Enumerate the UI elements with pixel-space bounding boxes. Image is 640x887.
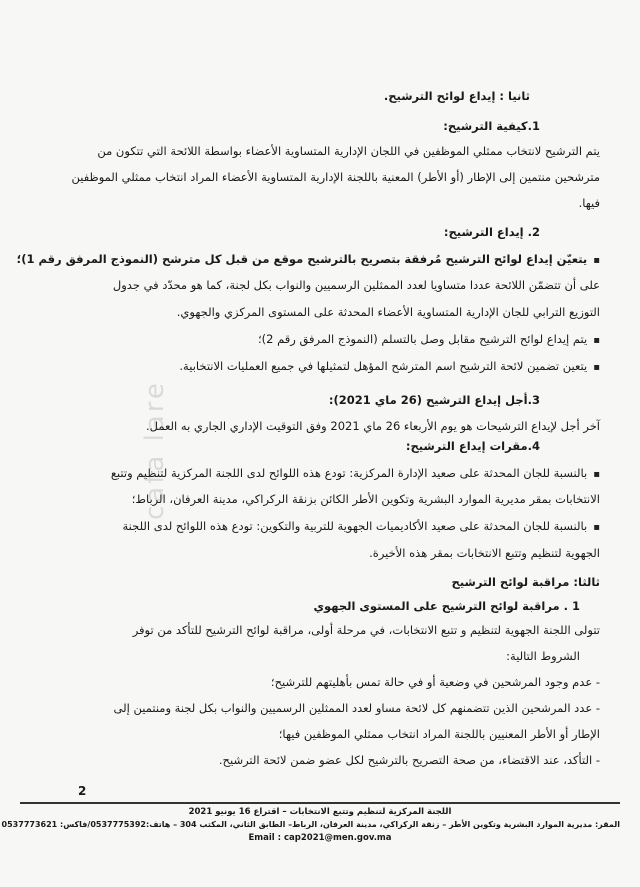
s3c-line-3: - عدم وجود المرشحين في وضعية أو في حالة تمس بأهليتهم للترشيح؛ [270,675,600,689]
s2-bullet-1 [16,251,600,269]
s3c-line-1: تتولى اللجنة الجهوية لتنظيم و تتبع الانتخابات، في مرحلة أولى، مراقبة لوائح الترشيح للتأكد من توفر [132,623,600,637]
s2-bullet-3 [40,358,600,376]
s2-line-2: على أن تتضمّن اللائحة عددا متساويا لعدد الممثلين الرسميين والنواب بكل لجنة، كما هو محدّد في جدول [112,278,600,292]
footer-line-2: المقر: مديرية الموارد البشرية وتكوين الأطر – زنقة الركراكي، مدينة العرفان، الرباط– الطابق الثاني، المكتب 304 – هاتف:0537775392/فاكس: 0537773621 [1,820,620,829]
s1-line-3: فيها. [578,196,600,210]
page-number: 2 [78,784,87,798]
s1-heading: 1.كيفية الترشيح: [443,119,540,133]
s2-heading: 2. إيداع الترشيح: [443,225,540,239]
s4-line-4: الجهوية لتنظيم وتتبع الانتخابات بمقر هذه الأخيرة. [369,546,600,560]
s4-bullet-2 [40,518,600,536]
footer-line-1: اللجنة المركزية لتنظيم وتتبع الانتخابات – اقتراع 16 يونيو 2021 [188,807,452,817]
s3c-line-2: الشروط التالية: [506,649,580,663]
s3-heading: 3.أجل إيداع الترشيح (26 ماي 2021): [328,393,540,407]
s4-line-2: الانتخابات بمقر مديرية الموارد البشرية وتكوين الأطر الكائن بزنقة الركراكي، مدينة العرفان، الرباط؛ [131,492,600,506]
s2-bullet-2 [40,331,600,349]
s1-line-1: يتم الترشيح لانتخاب ممثلي الموظفين في اللجان الإدارية المتساوية الأعضاء بواسطة اللائحة التي تتكون من [97,144,600,158]
s3c-line-6: - التأكد، عند الاقتضاء، من صحة التصريح بالترشيح لكل عضو ضمن لائحة الترشيح. [218,753,600,767]
watermark: cafa lare [140,380,170,520]
footer-divider [20,802,620,804]
s4-bullet-2-text: بالنسبة للجان المحدثة على صعيد الأكاديميات الجهوية للتربية والتكوين: تودع هذه اللوائح لدى اللجنة [122,519,588,533]
s3-paragraph: آخر أجل لإيداع الترشيحات هو يوم الأربعاء 26 ماي 2021 وفق التوقيت الإداري الجاري به العمل. [145,419,600,433]
s4-heading: 4.مقرات إيداع الترشيح: [405,439,540,453]
s2-line-3: التوزيع الترابي للجان الإدارية المتساوية الأعضاء المحدثة على المستوى المركزي والجهوي. [176,305,600,319]
s2-bullet-2-text: يتم إيداع لوائح الترشيح مقابل وصل بالتسلم (النموذج المرفق رقم 2)؛ [257,332,588,346]
section-3-title: ثالثا: مراقبة لوائح الترشيح [451,575,600,589]
section-3-subtitle: 1 . مراقبة لوائح الترشيح على المستوى الجهوي [313,599,580,613]
s3c-line-5: الإطار أو الأطر المعنيين باللجنة المراد انتخاب ممثلي الموظفين فيها؛ [278,727,600,741]
s4-bullet-1 [40,465,600,483]
s2-bullet-3-text: يتعين تضمين لائحة الترشيح اسم المترشح المؤهل لتمثيلها في جميع العمليات الانتخابية. [179,359,588,373]
s1-line-2: مترشحين منتمين إلى الإطار (أو الأطر) المعنية باللجنة الإدارية المتساوية الأعضاء المراد انتخاب ممثلي الموظفين [71,170,600,184]
s3c-line-4: - عدد المرشحين الذين تتضمنهم كل لائحة مساو لعدد الممثلين الرسميين والنواب بكل لجنة ومنتمين إلى [113,701,600,715]
section-title: ثانيا : إيداع لوائح الترشيح. [383,89,530,103]
s4-bullet-1-text: بالنسبة للجان المحدثة على صعيد الإدارة المركزية: تودع هذه اللوائح لدى اللجنة المركزية لتنظيم وتتبع [110,466,588,480]
s2-bullet-1-text: يتعيّن إيداع لوائح الترشيح مُرفقة بتصريح بالترشيح موقع من قبل كل مترشح (النموذج المرفق رقم 1)؛ [16,252,588,266]
footer-email: Email : cap2021@men.gov.ma [248,833,392,843]
